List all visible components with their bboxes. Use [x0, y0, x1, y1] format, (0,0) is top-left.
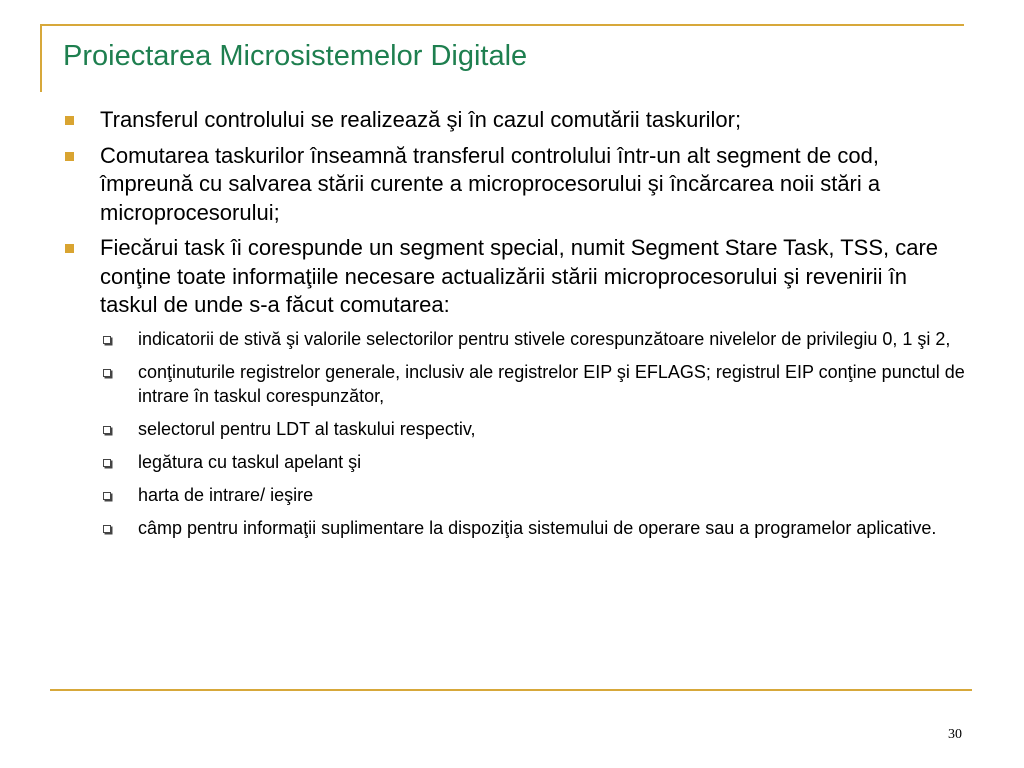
hollow-square-bullet-icon	[103, 492, 111, 500]
hollow-square-bullet-icon	[103, 525, 111, 533]
sub-bullet-item	[60, 483, 970, 507]
square-bullet-icon	[65, 244, 74, 253]
bullet-text: Transferul controlului se realizează şi în cazul comutării taskurilor;	[100, 107, 742, 132]
square-bullet-icon	[65, 116, 74, 125]
page-number: 30	[948, 727, 962, 742]
bottom-rule	[50, 689, 972, 691]
sub-bullet-item	[60, 360, 970, 408]
bullet-item	[60, 142, 970, 228]
sub-bullet-text: harta de intrare/ ieşire	[138, 484, 314, 505]
bullet-item	[60, 106, 970, 135]
sub-bullet-text: câmp pentru informaţii suplimentare la dispoziţia sistemului de operare sau a programelor aplicative.	[138, 517, 937, 538]
hollow-square-bullet-icon	[103, 336, 111, 344]
square-bullet-icon	[65, 152, 74, 161]
slide-content	[60, 106, 970, 549]
hollow-square-bullet-icon	[103, 369, 111, 377]
bullet-text: Fiecărui task îi corespunde un segment special, numit Segment Stare Task, TSS, care conţine toate informaţiile necesare actualizării stării microprocesorului şi revenirii în taskul de unde s-a făcut comutarea:	[100, 235, 939, 317]
hollow-square-bullet-icon	[103, 459, 111, 467]
hollow-square-bullet-icon	[103, 426, 111, 434]
sub-bullet-text: legătura cu taskul apelant şi	[138, 451, 362, 472]
sub-bullet-item	[60, 417, 970, 441]
sub-bullet-text: conţinuturile registrelor generale, inclusiv ale registrelor EIP şi EFLAGS; registrul EIP conţine punctul de intrare în taskul corespunzător,	[138, 361, 965, 406]
slide-title: Proiectarea Microsistemelor Digitale	[63, 40, 528, 72]
left-rule	[40, 24, 42, 92]
sub-bullet-list	[60, 327, 970, 540]
sub-bullet-text: indicatorii de stivă şi valorile selectorilor pentru stivele corespunzătoare nivelelor de privilegiu 0, 1 şi 2,	[138, 328, 951, 349]
bullet-text: Comutarea taskurilor înseamnă transferul controlului într-un alt segment de cod, împreună cu salvarea stării curente a microprocesorului şi încărcarea noii stări a microprocesorului;	[100, 142, 881, 225]
bullet-item	[60, 234, 970, 320]
sub-bullet-item	[60, 327, 970, 351]
sub-bullet-item	[60, 516, 970, 540]
top-rule	[40, 24, 964, 26]
sub-bullet-item	[60, 450, 970, 474]
sub-bullet-text: selectorul pentru LDT al taskului respectiv,	[138, 418, 476, 439]
